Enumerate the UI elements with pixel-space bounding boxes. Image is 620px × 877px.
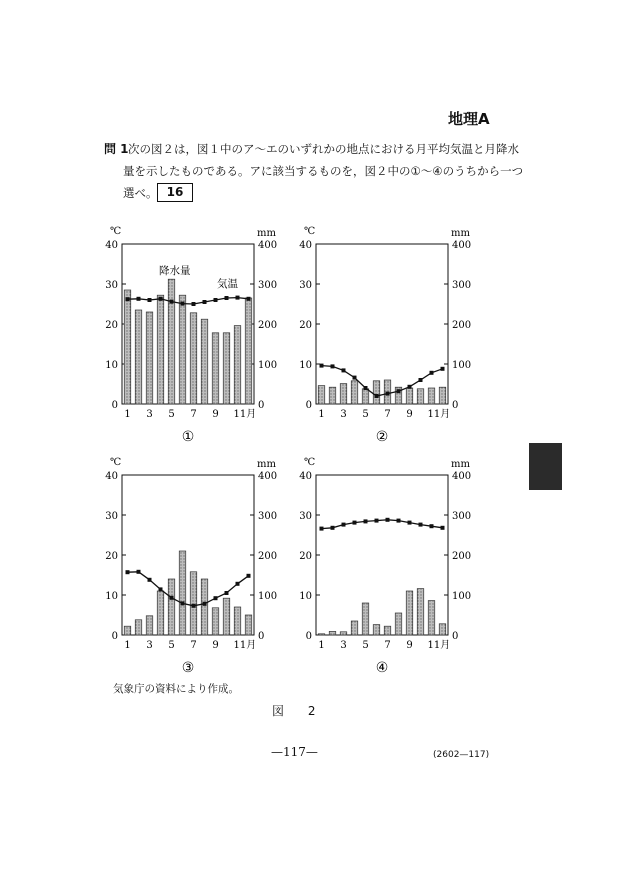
chart4-precip-bar xyxy=(318,634,325,635)
chart2-precip-bar xyxy=(351,381,358,404)
chart1-precip-tick-label: 300 xyxy=(258,280,278,291)
chart4-month-tick-label: 9 xyxy=(406,640,413,651)
chart2-temp-tick-label: 30 xyxy=(299,280,312,291)
chart1-temp-tick-label: 40 xyxy=(105,240,118,251)
chart2-temp-point xyxy=(342,368,346,372)
chart2-month-tick-label: 5 xyxy=(362,409,369,420)
chart4-precip-bar xyxy=(428,601,435,635)
chart4-temp-tick-label: 30 xyxy=(299,511,312,522)
chart1-temp-annotation: 気温 xyxy=(217,278,238,290)
chart4-precip-tick-label: 100 xyxy=(452,591,472,602)
chart4-temp-point xyxy=(408,521,412,525)
chart2-month-tick-label: 1 xyxy=(318,409,325,420)
chart1-temp-point xyxy=(225,296,229,300)
chart2-precip-bar xyxy=(362,389,369,404)
chart2-temp-point xyxy=(397,389,401,393)
source-note: 気象庁の資料により作成。 xyxy=(113,683,239,695)
chart4-precip-bar xyxy=(384,626,391,635)
chart3-temp-tick-label: 10 xyxy=(105,591,118,602)
chart4-temp-point xyxy=(342,523,346,527)
chart3-temp-unit: ℃ xyxy=(110,457,122,468)
chart4-id-label: ④ xyxy=(375,660,389,676)
chart2-precip-bar xyxy=(318,386,325,404)
chart2-month-tick-label: 7 xyxy=(384,409,391,420)
chart1-month-tick-label: 5 xyxy=(168,409,175,420)
chart4-temp-point xyxy=(397,519,401,523)
chart4-month-tick-label: 3 xyxy=(340,640,347,651)
chart3-precip-bar xyxy=(146,616,153,635)
chart3-precip-bar xyxy=(157,591,164,635)
chart2-temp-tick-label: 0 xyxy=(305,400,312,411)
chart3-temp-tick-label: 20 xyxy=(105,551,118,562)
chart3-precip-tick-label: 100 xyxy=(258,591,278,602)
chart3-month-tick-label: 11月 xyxy=(233,640,257,651)
chart1-precip-bar xyxy=(234,326,241,404)
chart2-precip-tick-label: 400 xyxy=(452,240,472,251)
chart3-precip-bar xyxy=(179,551,186,635)
chart3-precip-bar xyxy=(135,620,142,635)
chart3-temp-point xyxy=(126,570,130,574)
chart3-temp-point xyxy=(148,578,152,582)
chart2-temp-point xyxy=(364,386,368,390)
chart1-precip-bar xyxy=(135,310,142,404)
chart1-precip-bar xyxy=(190,313,197,404)
chart1-temp-point xyxy=(170,300,174,304)
chart2-precip-bar xyxy=(439,387,446,404)
chart4-precip-bar xyxy=(329,631,336,635)
chart4-precip-tick-label: 200 xyxy=(452,551,472,562)
chart1-temp-point xyxy=(126,297,130,301)
question-text-line3: 選べ。 xyxy=(123,186,158,200)
chart4-precip-bar xyxy=(373,625,380,635)
chart3-precip-bar xyxy=(168,579,175,635)
chart4-temp-point xyxy=(386,518,390,522)
chart3-temp-point xyxy=(225,591,229,595)
chart1-precip-tick-label: 400 xyxy=(258,240,278,251)
chart1-precip-bar xyxy=(157,295,164,404)
chart1-month-tick-label: 7 xyxy=(190,409,197,420)
chart1-temp-point xyxy=(236,296,240,300)
chart3-precip-unit: mm xyxy=(257,459,276,470)
chart2-precip-bar xyxy=(373,381,380,404)
chart4-temp-point xyxy=(364,519,368,523)
chart4-precip-bar xyxy=(406,591,413,635)
chart1-temp-tick-label: 30 xyxy=(105,280,118,291)
chart2-month-tick-label: 11月 xyxy=(427,409,451,420)
chart1-precip-tick-label: 100 xyxy=(258,360,278,371)
chart3-temp-point xyxy=(159,587,163,591)
chart4-temp-point xyxy=(331,526,335,530)
chart1-precip-bar xyxy=(168,279,175,404)
figure-caption: 図 2 xyxy=(272,704,326,718)
chart4-month-tick-label: 7 xyxy=(384,640,391,651)
chart1-temp-tick-label: 20 xyxy=(105,320,118,331)
chart1-precip-unit: mm xyxy=(257,228,276,239)
chart1-temp-point xyxy=(148,298,152,302)
chart3-precip-tick-label: 400 xyxy=(258,471,278,482)
chart1-temp-point xyxy=(214,298,218,302)
chart2-precip-tick-label: 200 xyxy=(452,320,472,331)
chart4-temp-point xyxy=(320,527,324,531)
chart1-temp-unit: ℃ xyxy=(110,226,122,237)
chart2-temp-point xyxy=(408,385,412,389)
chart2-precip-bar xyxy=(417,389,424,404)
chart1-precip-bar xyxy=(124,290,131,404)
chart2-temp-point xyxy=(375,394,379,398)
chart2-precip-bar xyxy=(329,387,336,404)
chart3-temp-line xyxy=(128,572,249,606)
chart2-precip-bar xyxy=(428,388,435,404)
page-number: —117— xyxy=(271,745,318,759)
chart1-precip-bar xyxy=(245,298,252,404)
chart4-precip-bar xyxy=(351,621,358,635)
chart2-precip-tick-label: 100 xyxy=(452,360,472,371)
chart1-temp-point xyxy=(192,302,196,306)
chart4-temp-point xyxy=(353,521,357,525)
chart4-precip-bar xyxy=(395,613,402,635)
chart4-precip-bar xyxy=(439,624,446,635)
chart2-temp-point xyxy=(320,364,324,368)
chart4-temp-unit: ℃ xyxy=(304,457,316,468)
chart1-temp-tick-label: 10 xyxy=(105,360,118,371)
chart3-temp-point xyxy=(170,596,174,600)
chart4-temp-tick-label: 10 xyxy=(299,591,312,602)
chart1-precip-bar xyxy=(179,295,186,404)
chart3-precip-bar xyxy=(201,579,208,635)
chart3-month-tick-label: 1 xyxy=(124,640,131,651)
chart3-temp-point xyxy=(236,582,240,586)
page-code: (2602—117) xyxy=(433,750,490,760)
chart1-precip-bar xyxy=(212,333,219,404)
chart4-month-tick-label: 11月 xyxy=(427,640,451,651)
chart2-month-tick-label: 3 xyxy=(340,409,347,420)
chart3-month-tick-label: 3 xyxy=(146,640,153,651)
chart1-precip-tick-label: 0 xyxy=(258,400,265,411)
chart4-temp-tick-label: 20 xyxy=(299,551,312,562)
chart2-temp-point xyxy=(441,367,445,371)
chart2-precip-unit: mm xyxy=(451,228,470,239)
chart3-temp-point xyxy=(247,574,251,578)
chart1-month-tick-label: 3 xyxy=(146,409,153,420)
chart3-precip-bar xyxy=(245,615,252,635)
chart4-precip-tick-label: 0 xyxy=(452,631,459,642)
chart3-temp-tick-label: 30 xyxy=(105,511,118,522)
question-number: 問 1 xyxy=(104,142,129,156)
chart3-precip-bar xyxy=(223,598,230,635)
chart1-precip-bar xyxy=(201,319,208,404)
chart1-temp-point xyxy=(159,297,163,301)
chart2-temp-tick-label: 20 xyxy=(299,320,312,331)
chart3-temp-point xyxy=(192,604,196,608)
chart4-precip-tick-label: 400 xyxy=(452,471,472,482)
chart2-temp-point xyxy=(331,364,335,368)
chart3-precip-tick-label: 300 xyxy=(258,511,278,522)
chart1-month-tick-label: 11月 xyxy=(233,409,257,420)
chart3-temp-point xyxy=(214,596,218,600)
chart4-temp-tick-label: 0 xyxy=(305,631,312,642)
chart2-precip-tick-label: 0 xyxy=(452,400,459,411)
chart4-temp-point xyxy=(430,524,434,528)
chart1-month-tick-label: 1 xyxy=(124,409,131,420)
chart1-temp-point xyxy=(181,302,185,306)
chart4-temp-line xyxy=(322,520,443,529)
chart4-precip-bar xyxy=(362,603,369,635)
chart1-precip-annotation: 降水量 xyxy=(159,265,191,277)
chart3-temp-tick-label: 40 xyxy=(105,471,118,482)
chart3-temp-point xyxy=(137,570,141,574)
chart3-precip-bar xyxy=(234,607,241,635)
chart1-temp-point xyxy=(247,297,251,301)
chart1-temp-point xyxy=(137,297,141,301)
chart2-temp-line xyxy=(322,366,443,396)
chart1-temp-point xyxy=(203,300,207,304)
chart3-id-label: ③ xyxy=(181,660,195,676)
chart4-temp-tick-label: 40 xyxy=(299,471,312,482)
question-text-line1: 次の図２は，図１中のア～エのいずれかの地点における月平均気温と月降水 xyxy=(128,142,519,156)
chart4-temp-point xyxy=(375,519,379,523)
chart4-month-tick-label: 5 xyxy=(362,640,369,651)
chart3-precip-tick-label: 0 xyxy=(258,631,265,642)
chart2-temp-point xyxy=(353,376,357,380)
chart2-precip-tick-label: 300 xyxy=(452,280,472,291)
chart2-temp-tick-label: 40 xyxy=(299,240,312,251)
chart1-precip-bar xyxy=(223,333,230,404)
chart3-precip-bar xyxy=(124,626,131,635)
chart4-precip-bar xyxy=(417,589,424,635)
chart4-precip-unit: mm xyxy=(451,459,470,470)
edge-index-tab xyxy=(529,443,562,490)
subject-title: 地理A xyxy=(448,110,490,128)
chart4-temp-point xyxy=(441,526,445,530)
chart4-precip-tick-label: 300 xyxy=(452,511,472,522)
chart1-id-label: ① xyxy=(181,429,195,445)
chart3-month-tick-label: 5 xyxy=(168,640,175,651)
chart3-month-tick-label: 9 xyxy=(212,640,219,651)
chart3-precip-tick-label: 200 xyxy=(258,551,278,562)
chart2-temp-point xyxy=(419,378,423,382)
chart1-precip-tick-label: 200 xyxy=(258,320,278,331)
chart3-precip-bar xyxy=(190,572,197,635)
chart2-temp-tick-label: 10 xyxy=(299,360,312,371)
chart1-temp-line xyxy=(128,298,249,304)
question-text-line2: 量を示したものである。アに該当するものを，図２中の①～④のうちから一つ xyxy=(123,164,524,178)
chart1-precip-bar xyxy=(146,312,153,404)
chart2-temp-unit: ℃ xyxy=(304,226,316,237)
chart3-temp-point xyxy=(181,601,185,605)
chart2-id-label: ② xyxy=(375,429,389,445)
chart2-frame xyxy=(316,244,448,404)
chart3-month-tick-label: 7 xyxy=(190,640,197,651)
chart2-precip-bar xyxy=(340,384,347,404)
chart1-temp-tick-label: 0 xyxy=(111,400,118,411)
chart2-precip-bar xyxy=(406,388,413,404)
chart1-month-tick-label: 9 xyxy=(212,409,219,420)
chart3-temp-point xyxy=(203,602,207,606)
chart2-temp-point xyxy=(430,371,434,375)
chart2-temp-point xyxy=(386,392,390,396)
chart2-month-tick-label: 9 xyxy=(406,409,413,420)
chart3-temp-tick-label: 0 xyxy=(111,631,118,642)
chart4-month-tick-label: 1 xyxy=(318,640,325,651)
chart3-precip-bar xyxy=(212,608,219,635)
chart4-temp-point xyxy=(419,523,423,527)
chart4-precip-bar xyxy=(340,632,347,635)
answer-box[interactable]: 16 xyxy=(157,183,193,202)
